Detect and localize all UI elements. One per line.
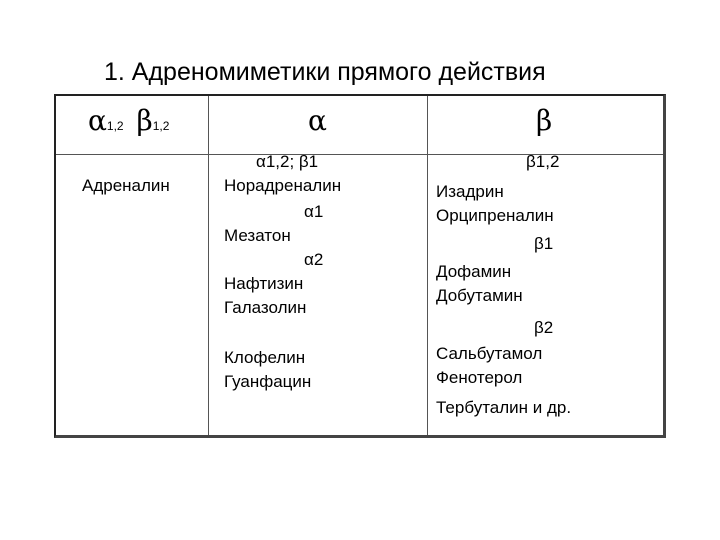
column-divider-2 bbox=[427, 96, 428, 435]
col3-group2-item: Добутамин bbox=[436, 286, 523, 305]
col2-group3-item: Нафтизин bbox=[224, 274, 304, 293]
page-title: 1. Адреномиметики прямого действия bbox=[104, 58, 546, 86]
col2-group2-label: α1 bbox=[304, 202, 324, 221]
col3-group2-label: β1 bbox=[534, 234, 554, 253]
header-col1-alpha-sub: 1,2 bbox=[106, 119, 124, 133]
col3-group1-label: β1,2 bbox=[526, 152, 560, 171]
header-col1-beta-sub: 1,2 bbox=[152, 119, 170, 133]
header-col2: α bbox=[308, 104, 327, 137]
col2-group1-label: α1,2; β1 bbox=[256, 152, 319, 171]
header-col1 bbox=[88, 104, 169, 137]
col2-group2-item: Мезатон bbox=[224, 226, 291, 245]
column-divider-1 bbox=[208, 96, 209, 435]
receptor-table bbox=[54, 94, 666, 438]
header-col1-beta: β bbox=[136, 104, 153, 137]
header-col1-alpha: α bbox=[88, 104, 107, 137]
col2-group1-item: Норадреналин bbox=[224, 176, 342, 195]
col3-group3-item: Фенотерол bbox=[436, 368, 523, 387]
col3-group2-item: Дофамин bbox=[436, 262, 512, 281]
col2-group3-label: α2 bbox=[304, 250, 324, 269]
col3-group3-item: Тербуталин и др. bbox=[436, 398, 572, 417]
col2-group4-item: Гуанфацин bbox=[224, 372, 312, 391]
col3-group1-item: Изадрин bbox=[436, 182, 504, 201]
header-divider bbox=[56, 154, 663, 155]
col3-group1-item: Орципреналин bbox=[436, 206, 554, 225]
header-col3: β bbox=[536, 104, 553, 137]
col3-group3-label: β2 bbox=[534, 318, 554, 337]
col2-group4-item: Клофелин bbox=[224, 348, 306, 367]
col3-group3-item: Сальбутамол bbox=[436, 344, 543, 363]
col1-item: Адреналин bbox=[82, 176, 170, 195]
col2-group3-item: Галазолин bbox=[224, 298, 307, 317]
